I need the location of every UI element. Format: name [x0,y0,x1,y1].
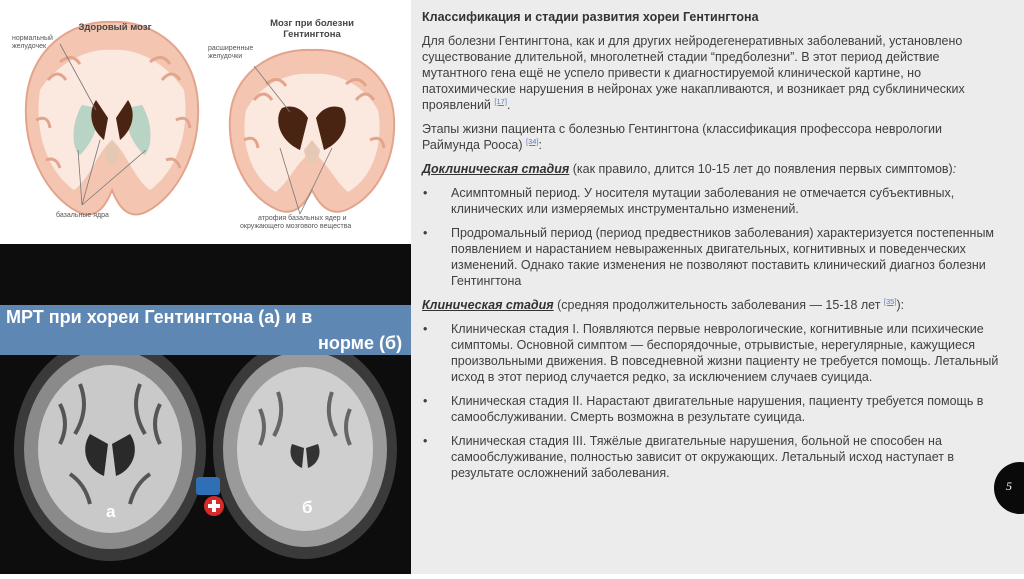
list-item: • Клиническая стадия II. Нарастают двигательные нарушения, пациенту требуется помощь в самообслуживании. Смерть возможна в результате суицида. [423,394,984,424]
left-panel [0,0,411,574]
mri-panel [0,244,411,574]
stages-intro-text: Этапы жизни пациента с болезнью Гентингтона (классификация профессора неврологии Раймунда Рооса) [422,122,943,152]
mri-caption-line2: норме (б) [318,333,403,353]
list-item: • Клиническая стадия I. Появляются первые неврологические, когнитивные или психические симптомы. Основной симптом — беспорядочные, отрывистые, нерегулярные, кажущиеся произвольными движения. В повседневной жизни пациенту не требуется помощь. Летальный исход в этот период случается редко, за исключением случаев суицида. [423,322,999,384]
healthy-brain-title: Здоровый мозг [78,22,152,33]
clinical-list [422,321,1002,481]
list-item: • Клиническая стадия III. Тяжёлые двигательные нарушения, больной не способен на самообслуживание, полностью зависит от окружающих. Летальный исход наступает в результате осложнений заболевания. [423,434,955,480]
clinical-heading: Клиническая стадия (средняя продолжительность заболевания — 15-18 лет [35]): [422,296,905,312]
mri-label-a: а [106,502,116,521]
disease-brain-title-line1: Мозг при болезни [270,18,354,29]
list-item: • Продромальный период (период предвестников заболевания) характеризуется постепенным появлением и нарастанием невыраженных двигательных, когнитивных и поведенческих изменений. Однако такие изменения не позволяют поставить клинический диагноз болезни Гентингтона [423,226,995,288]
preclinical-stage-label: Доклиническая стадия [422,162,570,176]
basal-ganglia-label: базальные ядра [56,212,109,219]
stages-intro-paragraph: Этапы жизни пациента с болезнью Гентингтона (классификация профессора неврологии Раймунда Рооса) [34]: [422,122,943,152]
reference-link[interactable]: [17] [494,96,507,106]
normal-ventricle-label-line1: нормальный [12,35,53,42]
list-item: • Асимптомный период. У носителя мутации заболевания не отмечается субъективных, клинических или измеряемых инструментально изменений. [423,186,955,216]
watermark-logo [196,477,224,516]
text-panel [411,0,1024,574]
enlarged-ventricles-label-line2: желудочки [208,53,243,60]
mri-label-b: б [302,498,313,517]
clinical-stage-label: Клиническая стадия [422,298,554,312]
normal-ventricle-label-line2: желудочек [12,43,47,50]
intro-paragraph: Для болезни Гентингтона, как и для других нейродегенеративных заболеваний, установлено существование длительной, многолетней стадии “предболезни”. В этот период действие мутантного гена ещё не успело привести к диагностируемой клинической картине, но патохимические нарушения в нейронах уже накапливаются, и возникает ряд субклинических проявлений [17]. [422,34,965,112]
disease-brain-title-line2: Гентингтона [283,29,341,40]
clinical-stage-text: (средняя продолжительность заболевания — 15-18 лет [553,298,881,312]
huntington-brain-illustration [230,50,394,214]
atrophy-label-line1: атрофия базальных ядер и [258,215,347,222]
preclinical-heading: Доклиническая стадия (как правило, длится 10-15 лет до появления первых симптомов): [422,162,957,176]
slide-content [422,9,1002,489]
reference-link[interactable]: [35] [883,296,897,306]
preclinical-stage-text: (как правило, длится 10-15 лет до появления первых симптомов) [569,162,953,176]
reference-link[interactable]: [34] [526,136,539,146]
mri-scans [0,244,411,574]
mri-caption-line1: МРТ при хореи Гентингтона (а) и в [6,307,313,327]
brain-diagram [0,0,411,244]
healthy-brain-illustration [26,22,198,215]
page-number: 5 [1006,479,1012,493]
intro-text: Для болезни Гентингтона, как и для других нейродегенеративных заболеваний, установлено существование длительной, многолетней стадии “предболезни”. В этот период действие мутантного гена ещё не успело привести к диагностируемой клинической картине, но патохимические нарушения в нейронах уже накапливаются, и возникает ряд субклинических проявлений [422,34,965,112]
enlarged-ventricles-label-line1: расширенные [208,45,254,52]
slide-title: Классификация и стадии развития хореи Гентингтона [422,10,759,24]
preclinical-list [422,185,1002,289]
atrophy-label-line2: окружающего мозгового вещества [240,223,352,230]
mri-scan-b [213,339,397,559]
mri-scan-a [14,337,206,561]
